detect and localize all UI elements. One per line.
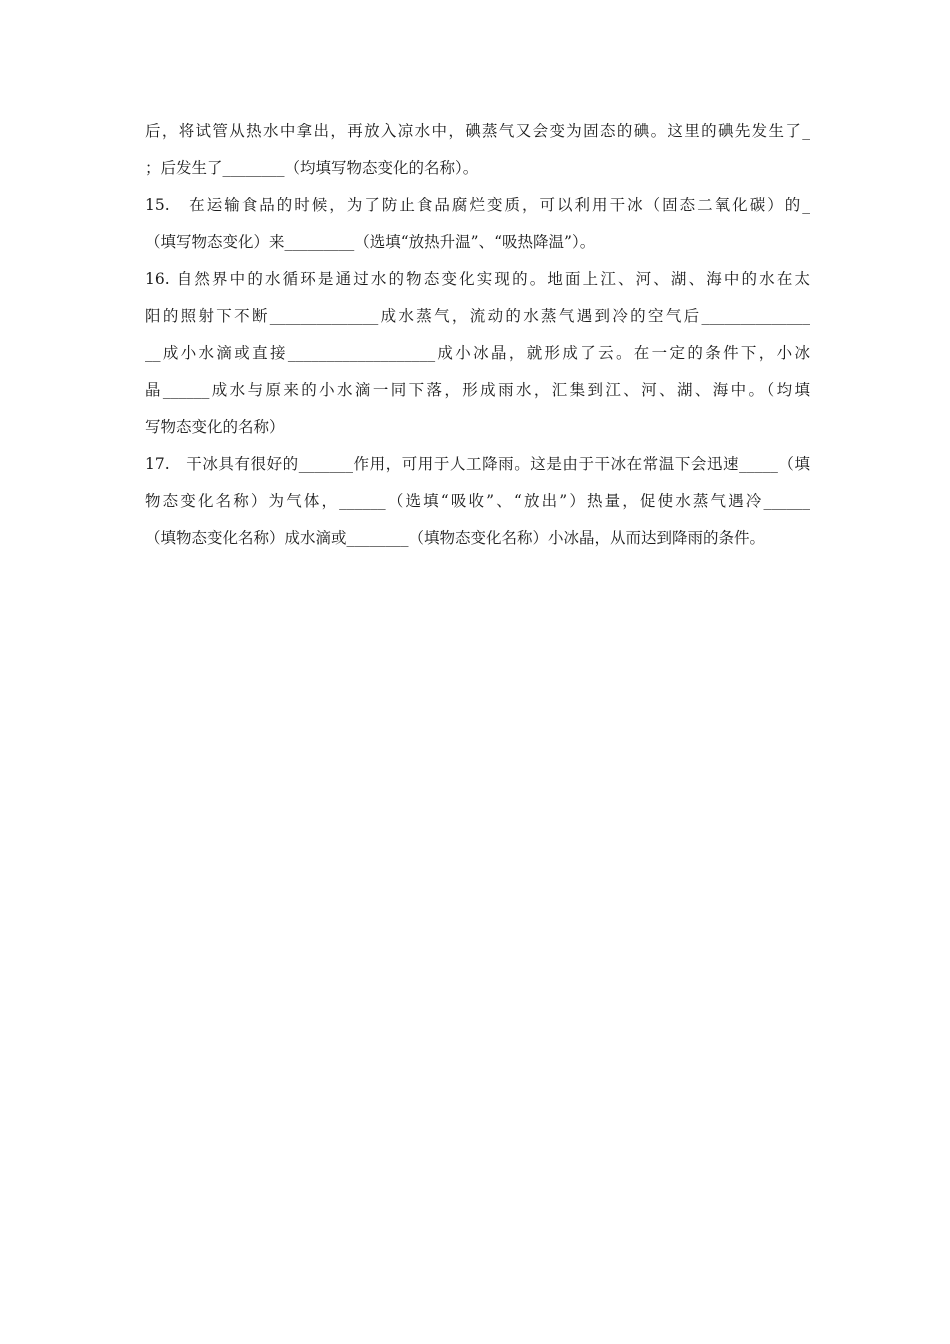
text-line: 晶______成水与原来的小水滴一同下落，形成雨水，汇集到江、河、湖、海中。（均填: [145, 381, 810, 399]
text-line: 物态变化名称）为气体，______（选填“吸收”、“放出”）热量，促使水蒸气遇冷______: [145, 492, 810, 510]
text-line: 写物态变化的名称）: [145, 418, 285, 436]
text-line: （填物态变化名称）成水滴或________（填物态变化名称）小冰晶，从而达到降雨的条件。: [145, 529, 766, 547]
text-line: ；后发生了________（均填写物态变化的名称）。: [145, 159, 479, 177]
question-17-line: 17. 干冰具有很好的_______作用，可用于人工降雨。这是由于干冰在常温下会迅速_____（填: [145, 455, 810, 473]
question-16-line: 16. 自然界中的水循环是通过水的物态变化实现的。地面上江、河、湖、海中的水在太: [145, 270, 810, 288]
text-line: 阳的照射下不断______________成水蒸气，流动的水蒸气遇到冷的空气后______________: [145, 307, 810, 325]
question-15-line: 15. 在运输食品的时候，为了防止食品腐烂变质，可以利用干冰（固态二氧化碳）的_: [145, 196, 810, 214]
text-line: __成小水滴或直接___________________成小冰晶，就形成了云。在一定的条件下，小冰: [145, 344, 810, 362]
text-line: （填写物态变化）来_________（选填“放热升温”、“吸热降温”）。: [145, 233, 596, 251]
text-line: 后，将试管从热水中拿出，再放入凉水中，碘蒸气又会变为固态的碘。这里的碘先发生了_: [145, 122, 810, 140]
